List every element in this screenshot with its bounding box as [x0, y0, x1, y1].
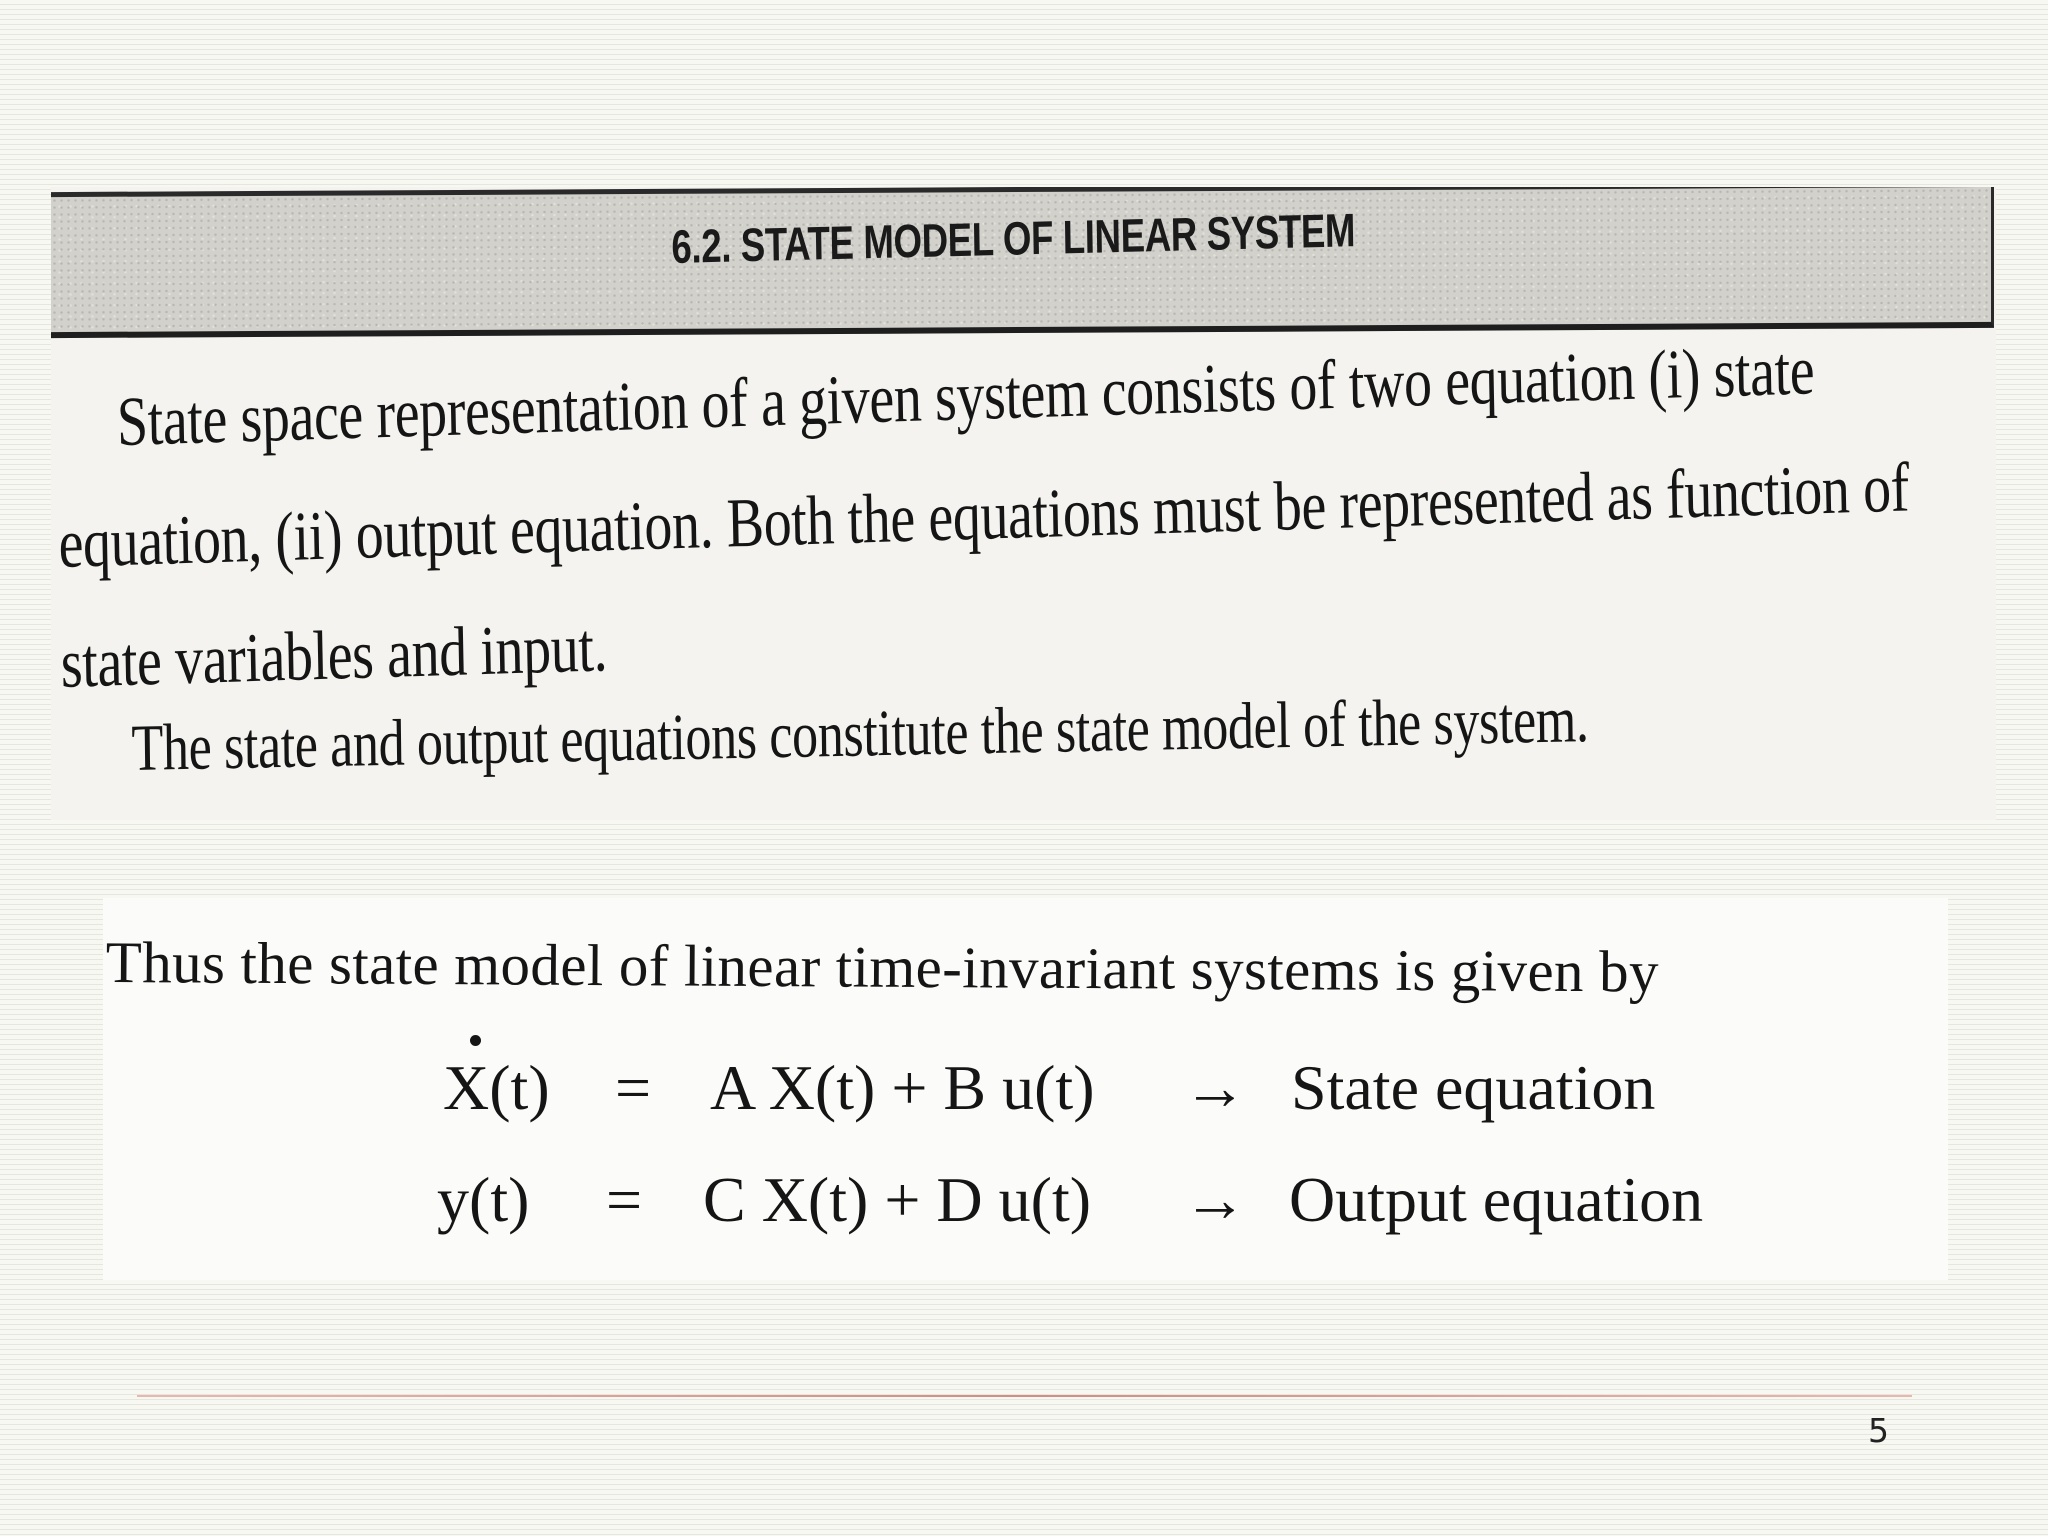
state-equation-lhs: X(t)	[443, 1052, 550, 1123]
slide-page-number: 5	[1868, 1411, 1889, 1450]
state-equation-rhs: A X(t) + B u(t)	[710, 1052, 1095, 1123]
output-equation-rhs: C X(t) + D u(t)	[703, 1164, 1092, 1235]
state-model-sentence: The state and output equations constitute the state model of the system.	[131, 683, 1589, 785]
output-equation-row	[103, 1160, 1948, 1240]
derivative-dot	[470, 1035, 481, 1046]
output-equation-arrow: →	[1183, 1164, 1247, 1235]
footer-divider	[137, 1395, 1912, 1397]
definition-paragraph: State space representation of a given system consists of two equation (i) state equation, (ii) output equation. Both the equations must be represented as function of state variables and input.	[57, 332, 1910, 703]
output-equation-equals: =	[606, 1164, 643, 1235]
equation-intro: Thus the state model of linear time-invariant systems is given by	[105, 929, 1660, 1005]
state-equation-label: State equation	[1291, 1052, 1656, 1123]
output-equation-lhs: y(t)	[437, 1164, 530, 1235]
section-heading: 6.2. STATE MODEL OF LINEAR SYSTEM	[671, 203, 1356, 273]
output-equation-label: Output equation	[1289, 1164, 1704, 1235]
state-equation-row	[103, 1048, 1948, 1128]
state-equation-equals: =	[615, 1052, 652, 1123]
textbook-scan-excerpt	[51, 187, 1996, 820]
state-equation-arrow: →	[1183, 1052, 1247, 1123]
equation-panel	[103, 898, 1948, 1280]
